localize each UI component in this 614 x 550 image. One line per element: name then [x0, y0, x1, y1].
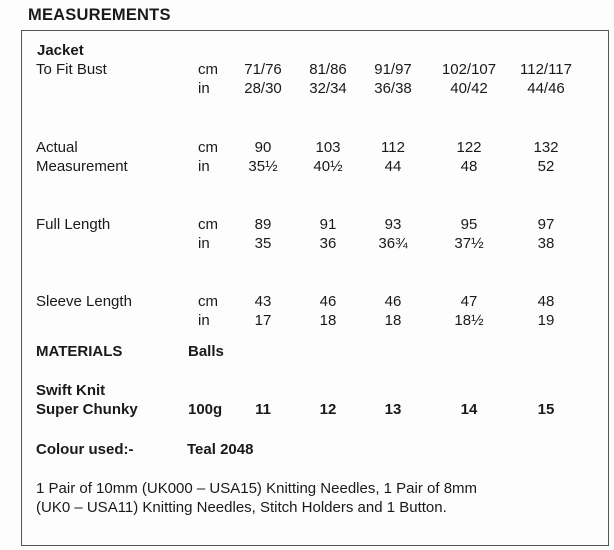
- sleeve-length-cm-size-3: 46: [384, 293, 402, 310]
- materials-title: MATERIALS: [36, 343, 123, 360]
- yarn-name-line2: Super Chunky: [36, 401, 138, 418]
- actual-measurement-in-size-2: 40½: [313, 158, 343, 175]
- to-fit-bust-in-size-2: 32/34: [309, 80, 347, 97]
- to-fit-bust-in-size-3: 36/38: [374, 80, 412, 97]
- actual-measurement-cm-size-1: 90: [254, 139, 272, 156]
- balls-size-2: 12: [319, 401, 337, 418]
- to-fit-bust-unit-in: in: [198, 80, 210, 97]
- actual-measurement-label-line1: Actual: [36, 139, 78, 156]
- to-fit-bust-unit-cm: cm: [198, 61, 218, 78]
- balls-size-1: 11: [255, 401, 271, 418]
- materials-unit-label: Balls: [188, 343, 224, 360]
- sleeve-length-in-size-2: 18: [319, 312, 337, 329]
- to-fit-bust-in-size-1: 28/30: [244, 80, 282, 97]
- to-fit-bust-cm-size-2: 81/86: [309, 61, 347, 78]
- full-length-in-size-3: 36¾: [378, 235, 408, 252]
- full-length-label-line1: Full Length: [36, 216, 111, 233]
- sleeve-length-label-line1: Sleeve Length: [36, 293, 132, 310]
- actual-measurement-unit-cm: cm: [198, 139, 218, 156]
- balls-size-5: 15: [537, 401, 555, 418]
- full-length-in-size-5: 38: [537, 235, 555, 252]
- actual-measurement-in-size-5: 52: [537, 158, 555, 175]
- sleeve-length-unit-in: in: [198, 312, 210, 329]
- to-fit-bust-cm-size-4: 102/107: [441, 61, 497, 78]
- balls-size-4: 14: [460, 401, 478, 418]
- full-length-cm-size-4: 95: [460, 216, 478, 233]
- sleeve-length-cm-size-2: 46: [319, 293, 337, 310]
- full-length-cm-size-1: 89: [254, 216, 272, 233]
- to-fit-bust-label-line1: To Fit Bust: [36, 61, 107, 78]
- sleeve-length-unit-cm: cm: [198, 293, 218, 310]
- sleeve-length-cm-size-5: 48: [537, 293, 555, 310]
- actual-measurement-label-line2: Measurement: [36, 158, 128, 175]
- full-length-cm-size-3: 93: [384, 216, 402, 233]
- colour-label: Colour used:-: [36, 441, 134, 458]
- yarn-name-line1: Swift Knit: [36, 382, 106, 399]
- balls-size-3: 13: [384, 401, 402, 418]
- full-length-unit-cm: cm: [198, 216, 218, 233]
- full-length-in-size-4: 37½: [454, 235, 484, 252]
- actual-measurement-cm-size-3: 112: [381, 139, 405, 156]
- to-fit-bust-cm-size-5: 112/117: [520, 61, 572, 78]
- actual-measurement-cm-size-2: 103: [315, 139, 341, 156]
- actual-measurement-in-size-4: 48: [460, 158, 478, 175]
- colour-value: Teal 2048: [187, 441, 254, 458]
- notes-line1: 1 Pair of 10mm (UK000 – USA15) Knitting Needles, 1 Pair of 8mm: [36, 480, 478, 497]
- full-length-in-size-1: 35: [254, 235, 272, 252]
- section-title: Jacket: [37, 42, 84, 59]
- sleeve-length-in-size-4: 18½: [454, 312, 484, 329]
- actual-measurement-unit-in: in: [198, 158, 210, 175]
- actual-measurement-cm-size-4: 122: [456, 139, 482, 156]
- sleeve-length-in-size-5: 19: [537, 312, 555, 329]
- actual-measurement-cm-size-5: 132: [533, 139, 559, 156]
- sleeve-length-in-size-1: 17: [254, 312, 272, 329]
- full-length-cm-size-2: 91: [319, 216, 337, 233]
- to-fit-bust-cm-size-3: 91/97: [374, 61, 412, 78]
- full-length-cm-size-5: 97: [537, 216, 555, 233]
- sleeve-length-cm-size-1: 43: [254, 293, 272, 310]
- notes-line2: (UK0 – USA11) Knitting Needles, Stitch Holders and 1 Button.: [36, 499, 447, 516]
- sleeve-length-cm-size-4: 47: [460, 293, 478, 310]
- to-fit-bust-in-size-5: 44/46: [527, 80, 565, 97]
- to-fit-bust-cm-size-1: 71/76: [244, 61, 282, 78]
- to-fit-bust-in-size-4: 40/42: [450, 80, 488, 97]
- measurements-box: [21, 30, 609, 546]
- page-heading: MEASUREMENTS: [28, 6, 171, 24]
- full-length-unit-in: in: [198, 235, 210, 252]
- actual-measurement-in-size-1: 35½: [248, 158, 278, 175]
- sleeve-length-in-size-3: 18: [384, 312, 402, 329]
- full-length-in-size-2: 36: [319, 235, 337, 252]
- actual-measurement-in-size-3: 44: [384, 158, 402, 175]
- yarn-weight: 100g: [188, 401, 223, 418]
